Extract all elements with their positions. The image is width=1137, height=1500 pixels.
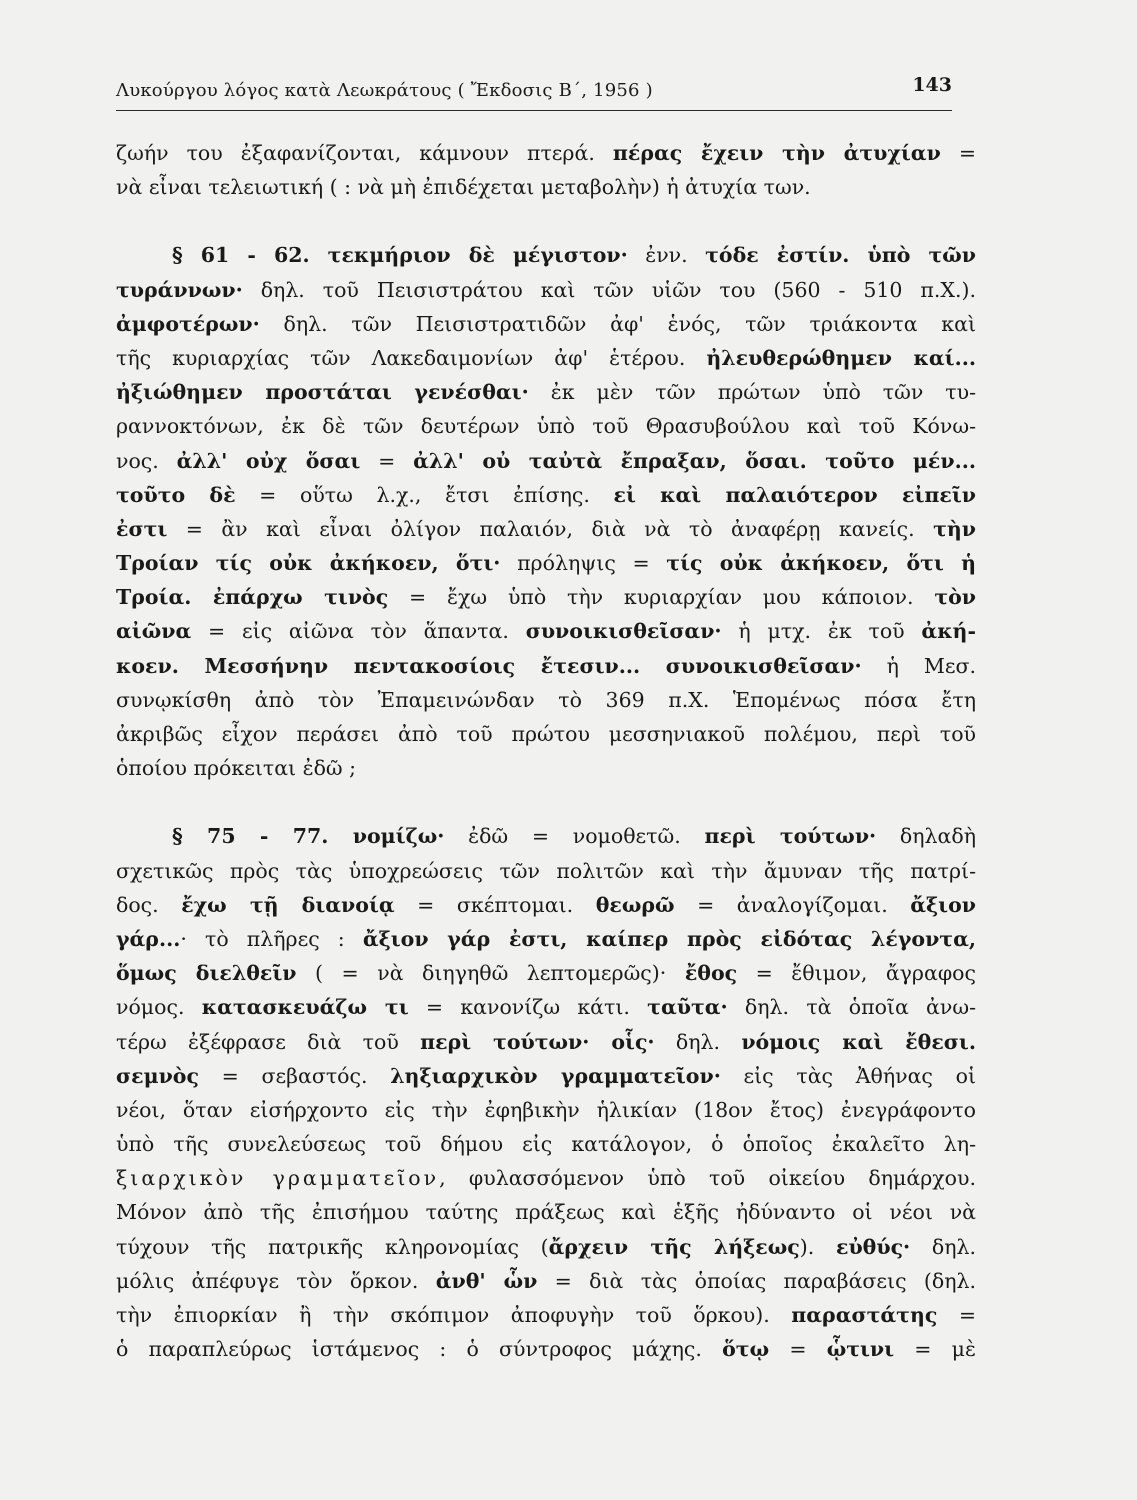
text-line: ἐστι = ἂν καὶ εἶναι ὀλίγον παλαιόν, διὰ νὰ τὸ ἀναφέρῃ κανείς. τὴν: [116, 516, 976, 541]
text-line: Μόνον ἀπὸ τῆς ἐπισήμου ταύτης πράξεως καὶ ἑξῆς ἠδύναντο οἱ νέοι νὰ: [116, 1200, 976, 1225]
text-line: τύχουν τῆς πατρικῆς κληρονομίας (ἄρχειν τῆς λήξεως). εὐθύς· δηλ.: [116, 1234, 977, 1259]
text-line: τυράννων· δηλ. τοῦ Πεισιστράτου καὶ τῶν υἱῶν του (560 - 510 π.Χ.).: [116, 277, 976, 302]
page-body: [116, 136, 976, 1366]
text-line: νέοι, ὅταν εἰσήρχοντο εἰς τὴν ἐφηβικὴν ἡλικίαν (18ον ἔτος) ἐνεγράφοντο: [116, 1097, 976, 1122]
text-line: ξιαρχικὸν γραμματεῖον, φυλασσόμενον ὑπὸ τοῦ οἰκείου δημάρχου.: [116, 1166, 976, 1191]
text-line: ὁ παραπλεύρως ἱστάμενος : ὁ σύντροφος μάχης. ὅτῳ = ᾧτινι = μὲ: [116, 1337, 976, 1362]
text-line: σεμνὸς = σεβαστός. ληξιαρχικὸν γραμματεῖον· εἰς τὰς Ἀθήνας οἱ: [116, 1063, 976, 1088]
text-line: Τροίαν τίς οὐκ ἀκήκοεν, ὅτι· πρόληψις = τίς οὐκ ἀκήκοεν, ὅτι ἡ: [116, 551, 977, 576]
text-line: μόλις ἀπέφυγε τὸν ὅρκον. ἀνθ' ὧν = διὰ τὰς ὁποίας παραβάσεις (δηλ.: [116, 1268, 976, 1293]
text-line: ἀμφοτέρων· δηλ. τῶν Πεισιστρατιδῶν ἀφ' ἑνός, τῶν τριάκοντα καὶ: [116, 311, 976, 336]
text-line: νος. ἀλλ' οὐχ ὅσαι = ἀλλ' οὐ ταὐτὰ ἔπραξαν, ὅσαι. τοῦτο μέν...: [116, 448, 976, 473]
text-line: τέρω ἐξέφρασε διὰ τοῦ περὶ τούτων· οἷς· δηλ. νόμοις καὶ ἔθεσι.: [116, 1029, 976, 1054]
page-number: 143: [912, 74, 952, 96]
section-heading-line: § 61 - 62. τεκμήριον δὲ μέγιστον· ἐνν. τόδε ἐστίν. ὑπὸ τῶν: [172, 243, 976, 268]
text-line: δος. ἔχω τῇ διανοίᾳ = σκέπτομαι. θεωρῶ = ἀναλογίζομαι. ἄξιον: [116, 892, 976, 917]
text-line: γάρ...· τὸ πλῆρες : ἄξιον γάρ ἐστι, καίπερ πρὸς εἰδότας λέγοντα,: [116, 926, 976, 951]
text-line: ἠξιώθημεν προστάται γενέσθαι· ἐκ μὲν τῶν πρώτων ὑπὸ τῶν τυ-: [116, 380, 977, 405]
page-header: [116, 70, 952, 111]
text-line: αἰῶνα = εἰς αἰῶνα τὸν ἅπαντα. συνοικισθεῖσαν· ἡ μτχ. ἐκ τοῦ ἀκή-: [116, 619, 976, 644]
text-line: ραννοκτόνων, ἐκ δὲ τῶν δευτέρων ὑπὸ τοῦ Θρασυβούλου καὶ τοῦ Κόνω-: [116, 414, 976, 439]
text-line: σχετικῶς πρὸς τὰς ὑποχρεώσεις τῶν πολιτῶν καὶ τὴν ἄμυναν τῆς πατρί-: [116, 858, 976, 883]
text-line: τοῦτο δὲ = οὕτω λ.χ., ἔτσι ἐπίσης. εἰ καὶ παλαιότερον εἰπεῖν: [116, 482, 976, 507]
section-heading-line: § 75 - 77. νομίζω· ἐδῶ = νομοθετῶ. περὶ τούτων· δηλαδὴ: [172, 824, 976, 849]
text-line: Τροία. ἐπάρχω τινὸς = ἔχω ὑπὸ τὴν κυριαρχίαν μου κάποιον. τὸν: [116, 585, 977, 610]
text-line: τὴν ἐπιορκίαν ἢ τὴν σκόπιμον ἀποφυγὴν τοῦ ὅρκου). παραστάτης =: [116, 1303, 976, 1327]
text-line: ζωήν του ἐξαφανίζονται, κάμνουν πτερά. πέρας ἔχειν τὴν ἀτυχίαν =: [116, 141, 977, 165]
text-line: ὑπὸ τῆς συνελεύσεως τοῦ δήμου εἰς κατάλογον, ὁ ὁποῖος ἐκαλεῖτο λη-: [116, 1132, 976, 1157]
text-line: ὅμως διελθεῖν ( = νὰ διηγηθῶ λεπτομερῶς)· ἔθος = ἔθιμον, ἄγραφος: [116, 961, 977, 986]
text-line: νόμος. κατασκευάζω τι = κανονίζω κάτι. ταῦτα· δηλ. τὰ ὁποῖα ἀνω-: [116, 995, 976, 1020]
running-title: Λυκούργου λόγος κατὰ Λεωκράτους ( Ἔκδοσις Β΄, 1956 ): [116, 80, 653, 101]
text-line: τῆς κυριαρχίας τῶν Λακεδαιμονίων ἀφ' ἑτέρου. ἠλευθερώθημεν καί...: [116, 345, 976, 370]
text-line: ἀκριβῶς εἶχον περάσει ἀπὸ τοῦ πρώτου μεσσηνιακοῦ πολέμου, περὶ τοῦ: [116, 722, 976, 746]
text-line: συνῳκίσθη ἀπὸ τὸν Ἐπαμεινώνδαν τὸ 369 π.Χ. Ἑπομένως πόσα ἔτη: [116, 687, 976, 712]
text-line: ὁποίου πρόκειται ἐδῶ ;: [116, 756, 357, 781]
text-line: νὰ εἶναι τελειωτική ( : νὰ μὴ ἐπιδέχεται μεταβολὴν) ἡ ἀτυχία των.: [116, 175, 811, 200]
text-line: κοεν. Μεσσήνην πεντακοσίοις ἔτεσιν... συνοικισθεῖσαν· ἡ Μεσ.: [116, 653, 976, 678]
